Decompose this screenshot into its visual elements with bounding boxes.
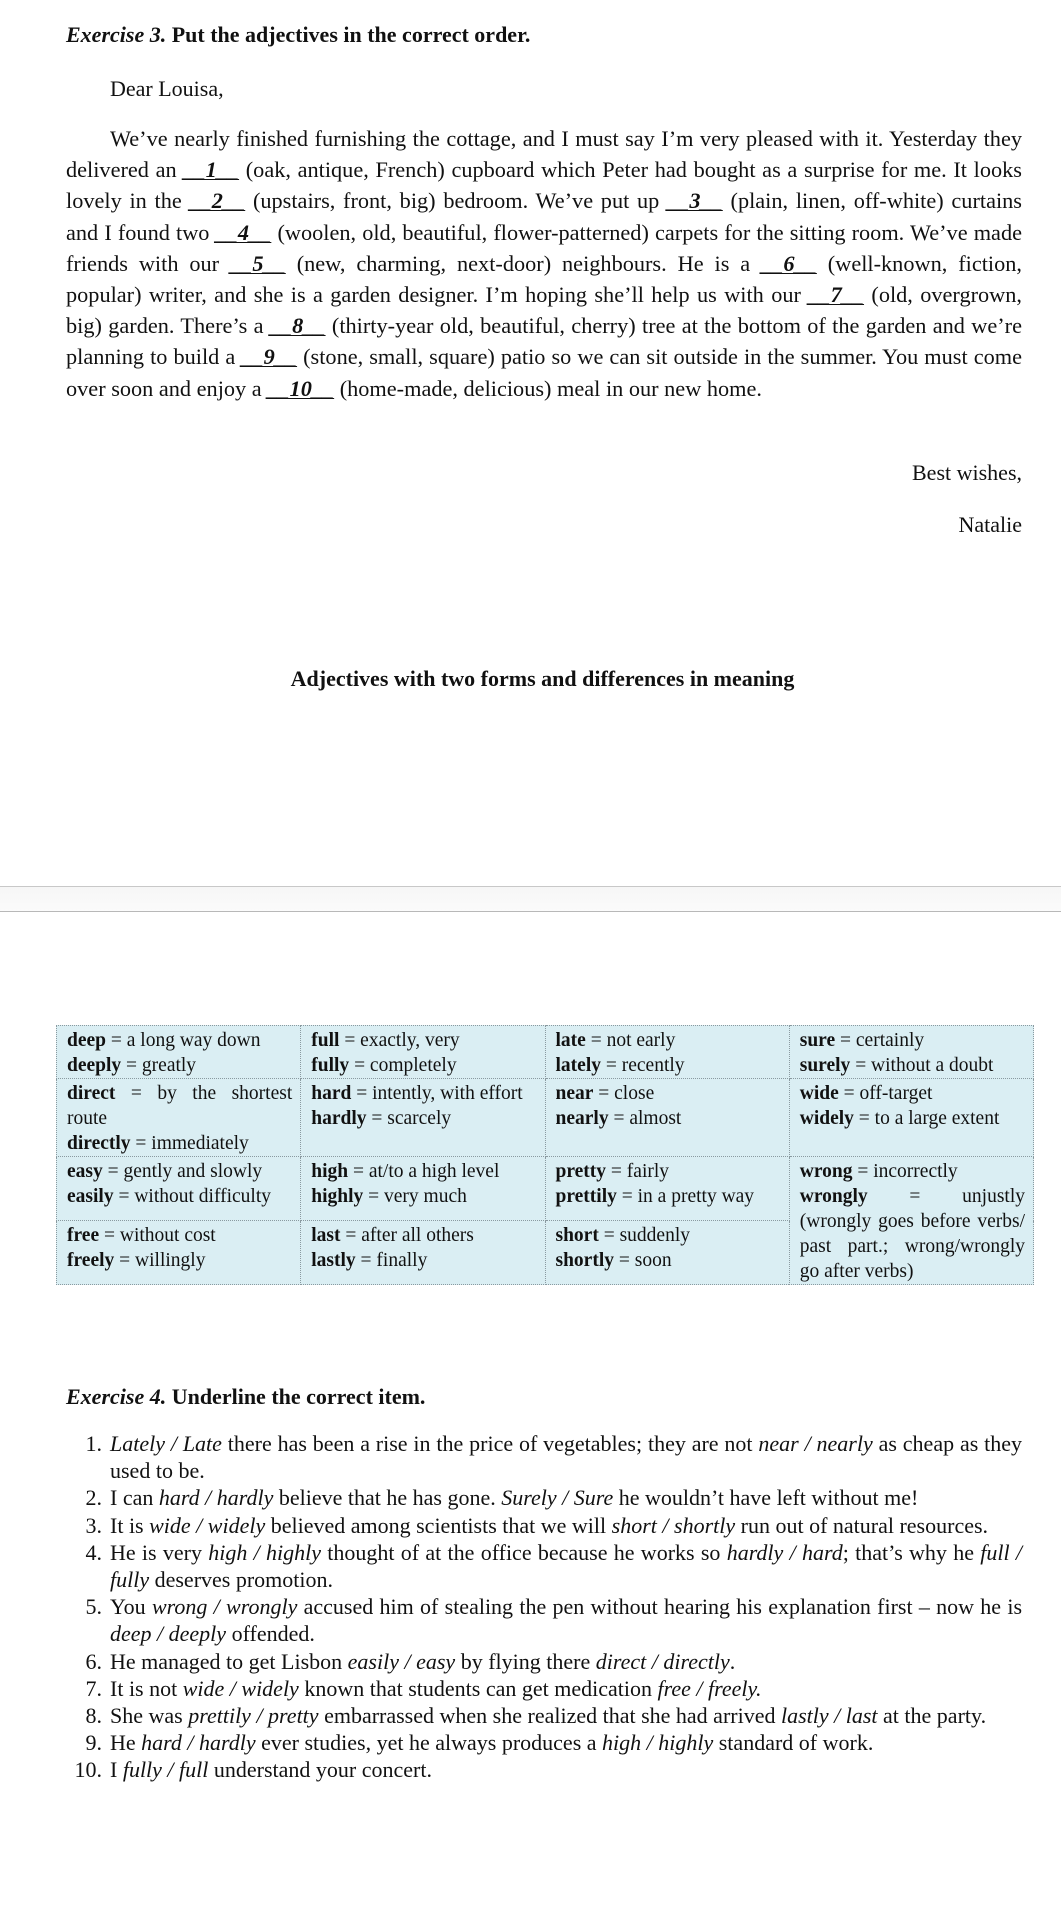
answer-choice: direct / directly [595, 1648, 730, 1674]
answer-choice: Lately / Late [110, 1431, 222, 1456]
adjective-meaning: = recently [600, 1055, 685, 1076]
answer-choice: short / shortly [611, 1512, 736, 1538]
sentence-text: there has been a rise in the price of vegetables; they are not [221, 1431, 759, 1456]
item-number: 8. [85, 1703, 102, 1729]
adjective-word: wrongly [799, 1186, 868, 1207]
adjective-word: short [555, 1225, 599, 1246]
list-item [66, 1484, 1022, 1511]
answer-choice: hardly / hard [726, 1539, 843, 1565]
letter-text: (thirty-year old, beautiful, cherry) tree at the bottom of the garden and we’re planning to build a [66, 313, 1022, 370]
adjective-entry [67, 1223, 292, 1248]
adjective-word: shortly [555, 1250, 614, 1271]
page-divider [0, 911, 1061, 912]
exercise-4-instruction: Underline the correct item. [171, 1384, 426, 1409]
exercise-4-list [66, 1430, 1022, 1784]
adjective-word: easy [67, 1161, 103, 1182]
gap-blank: __4__ [215, 219, 272, 245]
letter-text: (new, charming, next-door) neighbours. He is a [285, 250, 762, 276]
table-cell [57, 1157, 301, 1221]
adjective-meaning: = suddenly [598, 1225, 691, 1246]
sentence-text: It is [110, 1512, 150, 1538]
adjective-entry [311, 1248, 536, 1273]
table-cell [57, 1221, 301, 1285]
adjective-entry [556, 1028, 781, 1053]
sentence-text: standard of work. [713, 1730, 874, 1756]
letter-text: (well-known, fiction, popular) writer, and she is a garden designer. I’m hoping she’ll help us with our [66, 250, 1022, 308]
answer-choice: free / freely. [657, 1675, 762, 1701]
gap-blank: __5__ [230, 250, 286, 276]
adjectives-table [56, 1025, 1034, 1285]
adjective-entry [67, 1028, 292, 1053]
letter-text: (woolen, old, beautiful, flower-patterned) carpets for the sitting room. We’ve made friends with our [66, 219, 1022, 276]
table-cell [57, 1079, 301, 1157]
sentence-text: he wouldn’t have left without me! [613, 1485, 919, 1511]
item-number: 1. [85, 1431, 102, 1456]
table-row [57, 1157, 1034, 1221]
answer-choice: full / fully [110, 1539, 1022, 1593]
item-number: 5. [85, 1594, 102, 1620]
adjective-meaning: = completely [349, 1055, 457, 1076]
adjective-meaning: = off-target [838, 1083, 933, 1104]
adjective-word: wrong [799, 1161, 853, 1182]
item-number: 3. [85, 1512, 102, 1538]
adjective-meaning: = not early [585, 1030, 676, 1051]
adjective-entry [556, 1053, 781, 1078]
adjective-entry [556, 1223, 781, 1248]
adjective-meaning: = scarcely [366, 1108, 452, 1129]
adjective-word: fully [311, 1055, 350, 1076]
adjective-word: easily [67, 1186, 114, 1207]
answer-choice: deep / deeply [110, 1621, 227, 1647]
adjective-meaning: = to a large extent [853, 1108, 1000, 1129]
gap-blank: __9__ [241, 344, 298, 370]
adjective-word: widely [799, 1108, 854, 1129]
answer-choice: hard / hardly [158, 1485, 274, 1511]
table-cell [545, 1157, 789, 1221]
list-item [66, 1539, 1022, 1593]
item-number: 9. [85, 1730, 102, 1756]
table-cell [301, 1079, 545, 1157]
answer-choice: wide / widely [149, 1512, 266, 1538]
adjective-entry [311, 1184, 536, 1209]
gap-blank: __10__ [267, 375, 335, 401]
sentence-text: as cheap as they used to be. [110, 1431, 1023, 1484]
sentence-text: believe that he has gone. [273, 1485, 502, 1511]
adjective-entry [67, 1248, 292, 1273]
adjective-entry [67, 1184, 292, 1209]
adjective-meaning: = close [593, 1083, 655, 1104]
letter-body [66, 123, 1022, 404]
answer-choice: hard / hardly [141, 1730, 256, 1756]
adjective-word: full [311, 1030, 340, 1051]
adjective-meaning: = by the shortest route [67, 1083, 293, 1129]
adjective-word: deep [67, 1030, 106, 1051]
adjective-meaning: = fairly [606, 1161, 670, 1182]
answer-choice: prettily / pretty [188, 1703, 319, 1729]
adjective-word: freely [67, 1250, 115, 1271]
item-number: 7. [85, 1675, 102, 1701]
table-cell [301, 1221, 545, 1285]
list-item [66, 1729, 1022, 1756]
sentence-text: She was [110, 1703, 189, 1729]
adjective-word: highly [311, 1186, 364, 1207]
adjective-meaning: = certainly [835, 1030, 925, 1051]
adjective-meaning: = without a doubt [850, 1055, 994, 1076]
sentence-text: He is very [110, 1539, 209, 1565]
adjective-meaning: = intently, with effort [351, 1083, 523, 1104]
adjective-word: late [555, 1030, 586, 1051]
page-gap [0, 887, 1061, 911]
adjective-entry [311, 1081, 536, 1106]
table-cell [545, 1221, 789, 1285]
item-number: 4. [85, 1539, 102, 1565]
adjective-entry [800, 1028, 1025, 1053]
sentence-text: It is not [110, 1675, 183, 1701]
adjective-entry [800, 1081, 1025, 1106]
adjective-entry [556, 1081, 781, 1106]
adjective-word: free [67, 1225, 100, 1246]
adjective-meaning: = finally [355, 1250, 428, 1271]
table-cell [789, 1079, 1033, 1157]
adjective-entry [67, 1131, 292, 1156]
adjective-meaning: = a long way down [106, 1030, 261, 1051]
adjective-meaning: = immediately [130, 1133, 249, 1154]
gap-blank: __3__ [667, 188, 723, 214]
letter-text: (plain, linen, off-white) curtains and I found two [66, 188, 1022, 245]
sentence-text: run out of natural resources. [735, 1512, 989, 1538]
sentence-text: He managed to get Lisbon [110, 1648, 348, 1674]
letter-text: (home-made, delicious) meal in our new home. [334, 375, 762, 401]
sentence-text: at the party. [877, 1703, 987, 1729]
adjective-word: directly [67, 1133, 131, 1154]
sentence-text: ; that’s why he [842, 1539, 981, 1565]
sentence-text: . [729, 1648, 736, 1674]
section-title: Adjectives with two forms and differences in meaning [290, 666, 795, 691]
sentence-text: I [110, 1757, 123, 1783]
answer-choice: easily / easy [347, 1648, 456, 1674]
sentence-text: accused him of stealing the pen without hearing his explanation first – now he is [297, 1594, 1023, 1620]
sentence-text: understand your concert. [208, 1757, 432, 1783]
table-cell [789, 1157, 1033, 1285]
letter-text: (stone, small, square) patio so we can sit outside in the summer. You must come over soon and enjoy a [66, 344, 1023, 401]
list-item [66, 1756, 1022, 1783]
table-row [57, 1026, 1034, 1079]
table-cell [545, 1026, 789, 1079]
adjective-meaning: = without difficulty [113, 1186, 272, 1207]
adjective-entry [800, 1159, 1025, 1184]
adjective-entry [556, 1106, 781, 1131]
answer-choice: Surely / Sure [501, 1485, 614, 1511]
item-number: 6. [85, 1648, 102, 1674]
adjective-word: deeply [67, 1055, 122, 1076]
adjective-entry [311, 1223, 536, 1248]
sentence-text: offended. [226, 1621, 315, 1647]
exercise-3-heading [66, 22, 530, 48]
item-number: 2. [85, 1485, 102, 1511]
item-number: 10. [74, 1757, 102, 1783]
adjective-entry [67, 1081, 292, 1131]
letter-signoff: Best wishes, [912, 460, 1022, 485]
letter-text: We’ve nearly finished furnishing the cottage, and I must say I’m very pleased with it. Yesterday they delivered an [66, 126, 1022, 183]
adjective-word: surely [799, 1055, 851, 1076]
adjective-entry [311, 1159, 536, 1184]
adjective-meaning: = in a pretty way [616, 1186, 755, 1207]
table-cell [301, 1026, 545, 1079]
list-item [66, 1675, 1022, 1702]
sentence-text: by flying there [455, 1648, 596, 1674]
adjective-meaning: = soon [614, 1250, 672, 1271]
sentence-text: I can [110, 1485, 159, 1511]
gap-blank: __7__ [808, 282, 865, 308]
answer-choice: high / highly [602, 1730, 714, 1756]
adjective-entry [800, 1184, 1025, 1284]
letter-text: (upstairs, front, big) bedroom. We’ve put up [245, 188, 668, 214]
exercise-4-heading [66, 1384, 425, 1410]
adjective-meaning: = incorrectly [852, 1161, 958, 1182]
sentence-text: thought of at the office because he works so [321, 1539, 727, 1565]
adjective-meaning: = at/to a high level [348, 1161, 500, 1182]
adjective-entry [556, 1248, 781, 1273]
table-cell [545, 1079, 789, 1157]
adjective-word: near [555, 1083, 594, 1104]
answer-choice: fully / full [122, 1757, 209, 1783]
adjective-meaning: = without cost [99, 1225, 216, 1246]
gap-blank: __8__ [269, 313, 326, 339]
answer-choice: wide / widely [182, 1675, 299, 1701]
exercise-3-label: Exercise 3. [66, 22, 167, 47]
adjective-entry [556, 1159, 781, 1184]
exercise-4-label: Exercise 4. [66, 1384, 167, 1409]
sentence-text: known that students can get medication [298, 1675, 658, 1701]
gap-blank: __1__ [183, 157, 240, 183]
adjective-entry [311, 1106, 536, 1131]
sentence-text: deserves promotion. [149, 1567, 334, 1593]
table-cell [789, 1026, 1033, 1079]
adjective-entry [67, 1159, 292, 1184]
table-cell [57, 1026, 301, 1079]
letter-text: (old, overgrown, big) garden. There’s a [66, 282, 1022, 339]
list-item [66, 1648, 1022, 1675]
sentence-text: embarrassed when she realized that she had arrived [318, 1703, 781, 1729]
list-item [66, 1430, 1022, 1484]
adjective-word: hardly [311, 1108, 367, 1129]
letter-salutation: Dear Louisa, [110, 76, 224, 101]
adjective-word: pretty [555, 1161, 607, 1182]
sentence-text: ever studies, yet he always produces a [255, 1730, 603, 1756]
adjective-meaning: = unjustly (wrongly goes before verbs/ past part.; wrong/wrongly go after verbs) [799, 1186, 1025, 1282]
adjective-entry [556, 1184, 781, 1209]
adjective-word: lately [555, 1055, 601, 1076]
list-item [66, 1512, 1022, 1539]
adjective-meaning: = after all others [340, 1225, 474, 1246]
adjective-entry [311, 1053, 536, 1078]
sentence-text: believed among scientists that we will [265, 1512, 612, 1538]
letter-signature: Natalie [958, 512, 1022, 537]
gap-blank: __2__ [189, 188, 246, 214]
table-row [57, 1079, 1034, 1157]
adjective-word: last [311, 1225, 341, 1246]
table-cell [301, 1157, 545, 1221]
adjective-word: wide [799, 1083, 839, 1104]
adjective-meaning: = very much [363, 1186, 467, 1207]
adjective-meaning: = willingly [114, 1250, 206, 1271]
letter-text: (oak, antique, French) cupboard which Peter had bought as a surprise for me. It looks lovely in the [66, 157, 1022, 214]
list-item [66, 1593, 1022, 1647]
answer-choice: near / nearly [758, 1431, 873, 1456]
adjective-word: direct [67, 1083, 116, 1104]
list-item [66, 1702, 1022, 1729]
adjective-word: prettily [555, 1186, 617, 1207]
adjective-meaning: = gently and slowly [102, 1161, 263, 1182]
adjective-entry [67, 1053, 292, 1078]
adjective-word: lastly [311, 1250, 356, 1271]
answer-choice: wrong / wrongly [151, 1594, 298, 1620]
adjective-meaning: = greatly [121, 1055, 197, 1076]
exercise-3-instruction: Put the adjectives in the correct order. [171, 22, 531, 47]
answer-choice: high / highly [208, 1539, 322, 1565]
adjective-entry [311, 1028, 536, 1053]
adjective-word: nearly [555, 1108, 609, 1129]
adjective-entry [800, 1053, 1025, 1078]
adjective-word: high [311, 1161, 349, 1182]
gap-blank: __6__ [761, 250, 817, 276]
adjective-meaning: = exactly, very [339, 1030, 460, 1051]
sentence-text: He [110, 1730, 142, 1756]
adjective-word: sure [799, 1030, 836, 1051]
answer-choice: lastly / last [780, 1703, 878, 1729]
adjective-meaning: = almost [608, 1108, 682, 1129]
sentence-text: You [110, 1594, 152, 1620]
adjective-entry [800, 1106, 1025, 1131]
adjective-word: hard [311, 1083, 352, 1104]
